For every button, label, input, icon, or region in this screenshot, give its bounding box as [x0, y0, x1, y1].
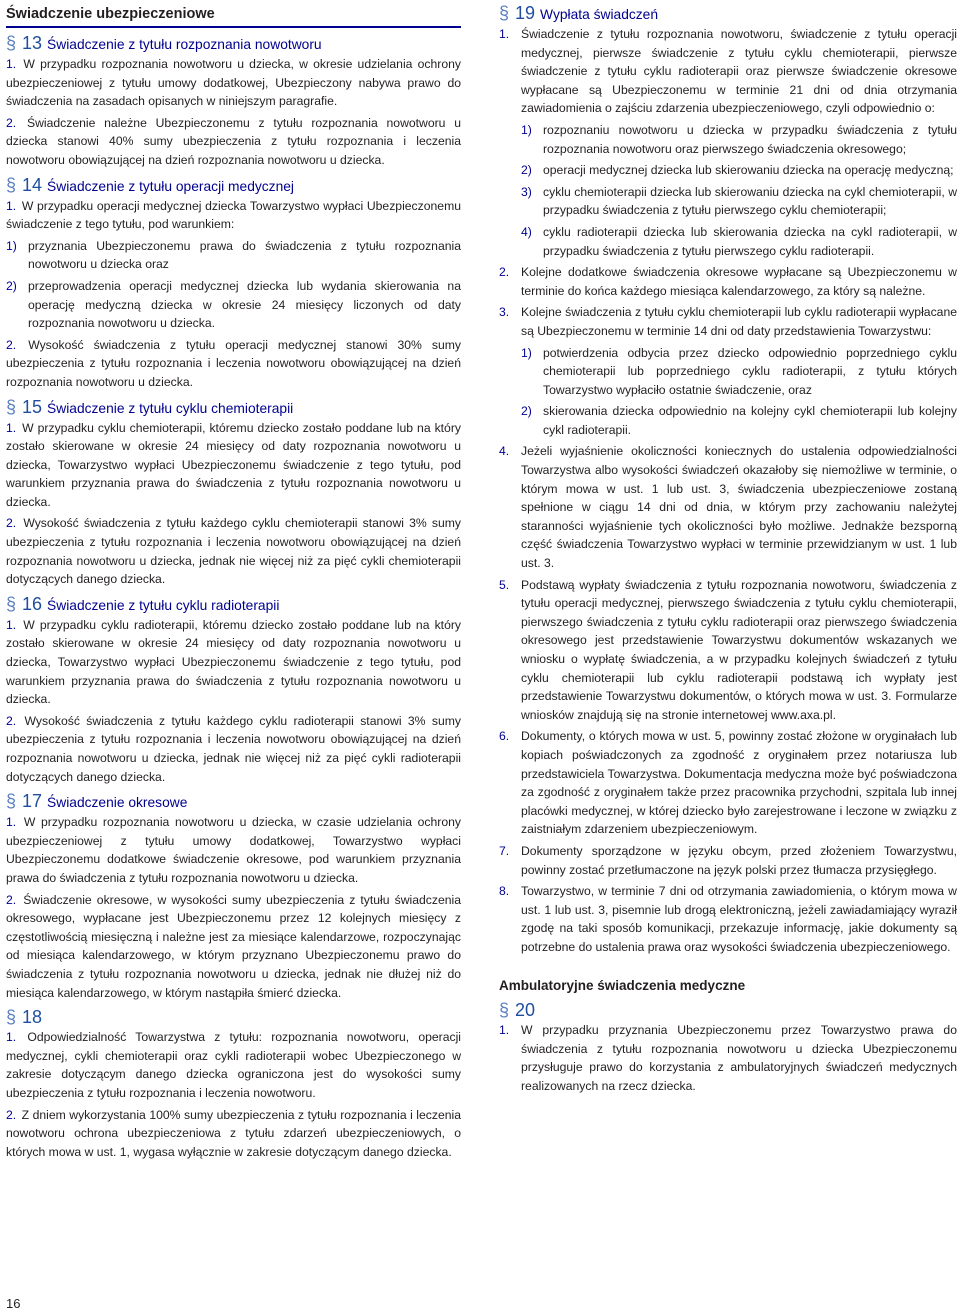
- sub-item-text: potwierdzenia odbycia przez dziecko odpowiednio poprzedniego cyklu chemioterapii lub poprzedniego cyklu radioterapii, z tytułu których Towarzystwo wypłaciło ostatnie świadczenie, oraz: [543, 345, 957, 397]
- item-text: Dokumenty sporządzone w języku obcym, przed złożeniem Towarzystwu, powinny zostać przetłumaczone na język polski przez tłumacza przysięgłego.: [521, 843, 957, 877]
- item-text: Odpowiedzialność Towarzystwa z tytułu: rozpoznania nowotworu, operacji medycznej, cykli chemioterapii oraz cykli radioterapii wobec Ubezpieczonego w zakresie dotyczącym danego dziecka ograniczona jest do wysokości sumy ubezpieczenia z tytułu rozpoznania i leczenia nowotworu.: [6, 1030, 461, 1100]
- sub-item-number: 2): [521, 163, 532, 178]
- item-number: 2.: [6, 115, 17, 130]
- item-number: 1.: [6, 420, 17, 435]
- sub-item-text: cyklu radioterapii dziecka lub skierowania dziecka na cykl radioterapii, w przypadku świadczenia z tytułu pierwszego cyklu radioterapii.: [543, 224, 957, 258]
- page-number: 16: [6, 1296, 21, 1311]
- item-text: Wysokość świadczenia z tytułu każdego cyklu chemioterapii stanowi 3% sumy ubezpieczenia z tytułu rozpoznania i leczenia nowotworu obowiązującej na dzień rozpoznania nowotworu u dziecka, jednak nie więcej niż za pięć cykli chemioterapii dotyczących danego dziecka.: [6, 516, 461, 587]
- section-group-title: Ambulatoryjne świadczenia medyczne: [499, 977, 746, 993]
- sub-item-text: operacji medycznej dziecka lub skierowaniu dziecka na operację medyczną;: [543, 163, 954, 178]
- list-item: [499, 882, 957, 956]
- list-item: [499, 576, 957, 725]
- list-item: [499, 25, 957, 118]
- list-item: [6, 1028, 461, 1102]
- section-number: 17: [22, 791, 43, 812]
- list-item: [6, 891, 461, 1003]
- item-text: W przypadku cyklu chemioterapii, któremu dziecko zostało poddane lub na który zostało skierowane w okresie 24 miesięcy od daty rozpoznania nowotworu u dziecka, Towarzystwo wypłaci Ubezpieczonemu świadczenie z tego tytułu, pod warunkiem przyznania prawa do świadczenia z tytułu rozpoznania nowotworu u dziecka.: [6, 420, 461, 509]
- section-20-heading: [499, 1001, 957, 1020]
- item-number: 5.: [499, 577, 510, 592]
- section-14-heading: [6, 176, 461, 196]
- section-15-heading: [6, 398, 461, 418]
- sub-item-number: 1): [6, 238, 17, 253]
- section-title: Świadczenie z tytułu cyklu radioterapii: [47, 597, 280, 613]
- list-item: [6, 336, 461, 392]
- section-18-heading: [6, 1008, 461, 1027]
- item-number: 1.: [499, 27, 510, 41]
- list-item: [6, 616, 461, 709]
- paragraph-sign-icon: §: [6, 1007, 17, 1028]
- item-number: 2.: [6, 713, 17, 728]
- list-item: [499, 442, 957, 572]
- list-item: [6, 813, 461, 887]
- sub-item-text: rozpoznaniu nowotworu u dziecka w przypadku świadczenia z tytułu rozpoznania nowotworu oraz pierwszego świadczenia okresowego;: [543, 122, 957, 156]
- page-title: Świadczenie ubezpieczeniowe: [6, 6, 215, 22]
- section-number: 18: [22, 1007, 43, 1028]
- list-item: [6, 419, 461, 512]
- item-number: 1.: [6, 198, 17, 213]
- item-text: Dokumenty, o których mowa w ust. 5, powinny zostać złożone w oryginałach lub kopiach poświadczonych za zgodność z oryginałem przez notariusza lub przedstawiciela Towarzystwa. Dokumentacja medyczna może być poświadczona za zgodność z oryginałem także przez pracownika przychodni, szpitala lub innej placówki medycznej, w której dziecko było zarejestrowane i leczone w związku z zaistniałym zdarzeniem ubezpieczeniowym.: [521, 729, 958, 837]
- sub-item: [6, 237, 461, 274]
- sub-item-number: 2): [521, 404, 532, 419]
- section-17-heading: [6, 792, 461, 812]
- item-number: 1.: [6, 617, 17, 632]
- list-item: [499, 727, 957, 839]
- list-item: [6, 197, 461, 234]
- item-number: 2.: [499, 265, 510, 280]
- list-item: [6, 55, 461, 111]
- sub-item-text: przyznania Ubezpieczonemu prawa do świadczenia z tytułu rozpoznania nowotworu u dziecka oraz: [28, 238, 461, 272]
- item-number: 1.: [499, 1023, 510, 1038]
- list-item: [499, 842, 957, 879]
- section-number: 20: [515, 1000, 536, 1021]
- item-number: 1.: [6, 57, 17, 71]
- item-text: Kolejne dodatkowe świadczenia okresowe wypłacane są Ubezpieczonemu w terminie do końca każdego miesiąca kalendarzowego, za który są należne.: [521, 265, 957, 298]
- list-item: [6, 114, 461, 170]
- item-text: W przypadku przyznania Ubezpieczonemu przez Towarzystwo prawa do świadczenia z tytułu rozpoznania nowotworu u dziecka Ubezpieczonemu przysługuje prawo do korzystania z ambulatoryjnych świadczeń medycznych realizowanych na rzecz dziecka.: [521, 1023, 957, 1093]
- sub-item: [521, 121, 957, 158]
- paragraph-sign-icon: §: [6, 791, 17, 812]
- list-item: [6, 1106, 461, 1162]
- sub-item: [521, 183, 957, 220]
- section-number: 16: [22, 593, 43, 614]
- sub-item-number: 4): [521, 224, 532, 239]
- item-text: W przypadku cyklu radioterapii, któremu dziecko zostało poddane lub na który zostało skierowane w okresie 24 miesięcy od daty rozpoznania nowotworu u dziecka, Towarzystwo wypłaci Ubezpieczonemu świadczenie z tego tytułu, pod warunkiem przyznania prawa do świadczenia z tytułu rozpoznania nowotworu u dziecka.: [6, 617, 461, 707]
- list-item: [6, 514, 461, 588]
- section-title: Świadczenie z tytułu operacji medycznej: [47, 178, 294, 194]
- item-text: Podstawą wypłaty świadczenia z tytułu rozpoznania nowotworu, świadczenia z tytułu operacji medycznej, pierwszego świadczenia z tytułu cyklu chemioterapii, pierwszego świadczenia z tytułu cyklu radioterapii oraz pierwszego świadczenia okresowego jest przedstawienie Towarzystwu dokumentów wskazanych we wniosku o wypłatę świadczenia, a w przypadku kolejnych świadczeń z tytułu cyklu chemioterapii lub cyklu radioterapii podstawą ich wypłaty jest przedstawienie Towarzystwu dokumentów, o których mowa w ust. 3. Formularze wniosków znajdują się na stronie internetowej www.axa.pl.: [521, 577, 957, 722]
- section-16-heading: [6, 595, 461, 615]
- section-19-heading: [499, 4, 957, 24]
- right-column: [499, 0, 957, 1098]
- item-text: Z dniem wykorzystania 100% sumy ubezpieczenia z tytułu rozpoznania i leczenia nowotworu ochrona ubezpieczeniowa z tytułu zdarzeń ubezpieczeniowych, o których mowa w ust. 1, wygasa wyłącznie w zakresie dotyczącym danego dziecka.: [6, 1107, 462, 1159]
- left-column: [6, 0, 461, 1164]
- list-item: [499, 1021, 957, 1095]
- item-number: 2.: [6, 892, 17, 907]
- item-text: Świadczenie należne Ubezpieczonemu z tytułu rozpoznania nowotworu u dziecka stanowi 40% sumy ubezpieczenia z tytułu rozpoznania i leczenia nowotworu obowiązującej na dzień rozpoznania nowotworu u dziecka.: [6, 115, 461, 167]
- item-number: 7.: [499, 843, 510, 858]
- section-number: 19: [515, 3, 536, 23]
- item-text: W przypadku rozpoznania nowotworu u dziecka, w okresie udzielania ochrony ubezpieczeniowej z tytułu umowy dodatkowej, Ubezpieczony nabywa prawo do świadczenia na zasadach opisanych w niniejszym paragrafie.: [6, 57, 461, 109]
- item-number: 2.: [6, 1107, 17, 1122]
- section-number: 15: [22, 396, 43, 417]
- item-number: 2.: [6, 516, 17, 531]
- item-text: Świadczenie z tytułu rozpoznania nowotworu, świadczenie z tytułu operacji medycznej, pierwsze świadczenie z tytułu cyklu chemioterapii, pierwsze świadczenie z tytułu cyklu radioterapii oraz pierwsze świadczenie okresowe wypłacane są Ubezpieczonemu w terminie 21 dni od dnia otrzymania zawiadomienia o zajściu zdarzenia ubezpieczeniowego, czyli odpowiednio o:: [521, 27, 957, 116]
- paragraph-sign-icon: §: [6, 593, 17, 614]
- sub-item-text: przeprowadzenia operacji medycznej dziecka lub wydania skierowania na operację medyczną dziecka w okresie 24 miesięcy liczonych od daty rozpoznania nowotworu u dziecka.: [28, 278, 461, 331]
- item-text: Jeżeli wyjaśnienie okoliczności koniecznych do ustalenia odpowiedzialności Towarzystwa albo wysokości świadczeń okazałoby się niemożliwe w terminie, o którym mowa w ust. 1 lub ust. 3, świadczenia ubezpieczeniowe zostaną spełnione w ciągu 14 dni od dnia, w którym przy zachowaniu należytej staranności wyjaśnienie tych okoliczności było możliwe. Jednakże bezsporną część świadczenia Towarzystwo wypłaci w terminie przewidzianym w ust. 1 lub ust. 3.: [521, 444, 957, 571]
- item-text: W przypadku rozpoznania nowotworu u dziecka, w czasie udzielania ochrony ubezpieczeniowej z tytułu umowy dodatkowej, Towarzystwo wypłaci Ubezpieczonemu dodatkowe świadczenie okresowe, pod warunkiem przyznania prawa do świadczenia z tytułu rozpoznania nowotworu u dziecka.: [6, 815, 461, 885]
- paragraph-sign-icon: §: [6, 396, 17, 417]
- sub-item-number: 3): [521, 184, 532, 199]
- paragraph-sign-icon: §: [6, 33, 17, 53]
- sub-item: [521, 223, 957, 260]
- item-number: 6.: [499, 729, 510, 744]
- list-item: [499, 263, 957, 300]
- sub-item-number: 1): [521, 345, 532, 360]
- item-number: 8.: [499, 884, 510, 899]
- section-13-heading: [6, 34, 461, 54]
- paragraph-sign-icon: §: [6, 174, 17, 195]
- item-text: W przypadku operacji medycznej dziecka Towarzystwo wypłaci Ubezpieczonemu świadczenie z tego tytułu, pod warunkiem:: [6, 198, 462, 232]
- list-item: [499, 303, 957, 340]
- section-number: 13: [22, 33, 43, 53]
- item-text: Wysokość świadczenia z tytułu operacji medycznej stanowi 30% sumy ubezpieczenia z tytułu rozpoznania i leczenia nowotworu obowiązującej na dzień rozpoznania nowotworu u dziecka.: [6, 337, 462, 389]
- item-number: 2.: [6, 337, 17, 352]
- sub-item: [521, 402, 957, 439]
- item-number: 1.: [6, 815, 17, 830]
- item-text: Wysokość świadczenia z tytułu każdego cyklu radioterapii stanowi 3% sumy ubezpieczenia z tytułu rozpoznania i leczenia nowotworu obowiązującej na dzień rozpoznania nowotworu u dziecka, jednak nie więcej niż za pięć cykli radioterapii dotyczących danego dziecka.: [6, 713, 461, 784]
- section-title: Świadczenie okresowe: [47, 795, 188, 811]
- item-text: Towarzystwo, w terminie 7 dni od otrzymania zawiadomienia, o którym mowa w ust. 1 lub ust. 3, pisemnie lub drogą elektroniczną, jeżeli zawiadamiający wyraził zgodę na taki sposób komunikacji, przekazuje informację, jakie dokumenty są potrzebne do ustalenia prawa oraz wysokości świadczenia ubezpieczeniowego.: [521, 884, 957, 954]
- title-rule: [6, 26, 461, 28]
- item-text: Kolejne świadczenia z tytułu cyklu chemioterapii lub cyklu radioterapii wypłacane są Ubezpieczonemu w terminie 14 dni od daty przedstawienia Towarzystwu:: [521, 305, 957, 338]
- paragraph-sign-icon: §: [499, 3, 510, 23]
- sub-item: [521, 344, 957, 400]
- section-title: Świadczenie z tytułu rozpoznania nowotworu: [47, 37, 322, 52]
- list-item: [6, 712, 461, 786]
- item-number: 3.: [499, 305, 510, 320]
- item-number: 4.: [499, 444, 510, 459]
- paragraph-sign-icon: §: [499, 1000, 510, 1021]
- sub-item-text: skierowania dziecka odpowiednio na kolejny cykl chemioterapii lub kolejny cykl radioterapii.: [543, 404, 957, 437]
- section-number: 14: [22, 174, 43, 195]
- sub-item-number: 2): [6, 278, 17, 293]
- sub-item: [6, 277, 461, 333]
- section-title: Wypłata świadczeń: [540, 7, 659, 22]
- sub-item-number: 1): [521, 122, 532, 137]
- item-number: 1.: [6, 1030, 17, 1045]
- sub-item-text: cyklu chemioterapii dziecka lub skierowaniu dziecka na cykl chemioterapii, w przypadku świadczenia z tytułu pierwszego cyklu chemioterapii;: [543, 184, 957, 218]
- item-text: Świadczenie okresowe, w wysokości sumy ubezpieczenia z tytułu świadczenia okresowego, wypłacane jest Ubezpieczonemu przez 12 kolejnych miesięcy z częstotliwością miesięczną i należne jest za miesiące kalendarzowe, rozpoczynając od miesiąca kalendarzowego, w którym przyznano Ubezpieczonemu prawo do świadczenia z tytułu rozpoznania nowotworu u dziecka, jednak nie dłużej niż do miesiąca kalendarzowego, w którym nastąpiła śmierć dziecka.: [6, 892, 462, 1000]
- section-title: Świadczenie z tytułu cyklu chemioterapii: [47, 400, 294, 416]
- sub-item: [521, 161, 957, 180]
